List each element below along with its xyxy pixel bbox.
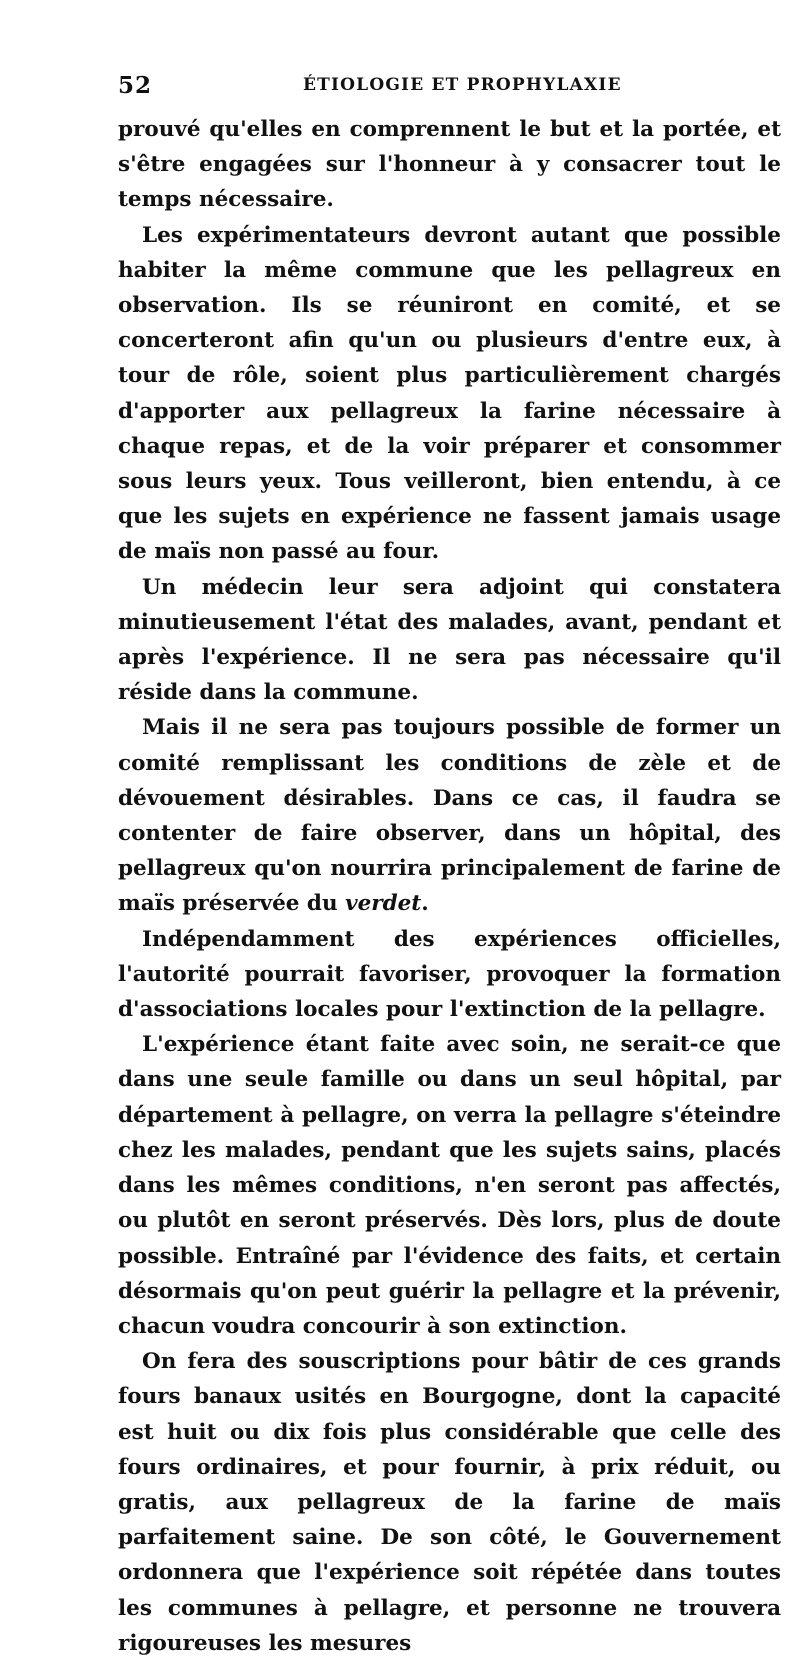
paragraph-hospital [118, 710, 781, 921]
page-number: 52 [118, 72, 153, 99]
body-text [118, 112, 781, 1661]
paragraph-physician: Un médecin leur sera adjoint qui constatera minutieusement l'état des malades, avant, pendant et après l'expérience. Il ne sera pas nécessaire qu'il réside dans la commune. [118, 574, 781, 706]
paragraph-subscriptions: On fera des souscriptions pour bâtir de ces grands fours banaux usités en Bourgogne, dont la capacité est huit ou dix fois plus considérable que celle des fours ordinaires, et pour fournir, à prix réduit, ou gratis, aux pellagreux de la farine de maïs parfaitement saine. De son côté, le Gouvernement ordonnera que l'expérience soit répétée dans toutes les communes à pellagre, et personne ne trouvera rigoureuses les mesures [118, 1349, 781, 1656]
running-title: ÉTIOLOGIE ET PROPHYLAXIE [303, 75, 622, 95]
paragraph-experience: L'expérience étant faite avec soin, ne serait-ce que dans une seule famille ou dans un seul hôpital, par département à pellagre, on verra la pellagre s'éteindre chez les malades, pendant que les sujets sains, placés dans les mêmes conditions, n'en seront pas affectés, ou plutôt en seront préservés. Dès lors, plus de doute possible. Entraîné par l'évidence des faits, et certain désormais qu'on peut guérir la pellagre et la prévenir, chacun voudra concourir à son extinction. [118, 1032, 781, 1339]
paragraph-hospital-text: Mais il ne sera pas toujours possible de former un comité remplissant les conditions de zèle et de dévouement désirables. Dans ce cas, il faudra se contenter de faire observer, dans un hôpital, des pellagreux qu'on nourrira principalement de farine de maïs préservée du [118, 715, 781, 917]
paragraph-experimenters: Les expérimentateurs devront autant que possible habiter la même commune que les pellagreux en observation. Ils se réuniront en comité, et se concerteront afin qu'un ou plusieurs d'entre eux, à tour de rôle, soient plus particulièrement chargés d'apporter aux pellagreux la farine nécessaire à chaque repas, et de la voir préparer et consommer sous leurs yeux. Tous veilleront, bien entendu, à ce que les sujets en expérience ne fassent jamais usage de maïs non passé au four. [118, 222, 781, 565]
paragraph-continuation: prouvé qu'elles en comprennent le but et la portée, et s'être engagées sur l'honneur à y consacrer tout le temps nécessaire. [118, 117, 781, 213]
paragraph-authority: Indépendamment des expériences officielles, l'autorité pourrait favoriser, provoquer la formation d'associations locales pour l'extinction de la pellagre. [118, 926, 781, 1023]
page-header [118, 72, 778, 102]
italic-term: verdet [345, 891, 422, 917]
paragraph-hospital-end: . [421, 891, 429, 917]
